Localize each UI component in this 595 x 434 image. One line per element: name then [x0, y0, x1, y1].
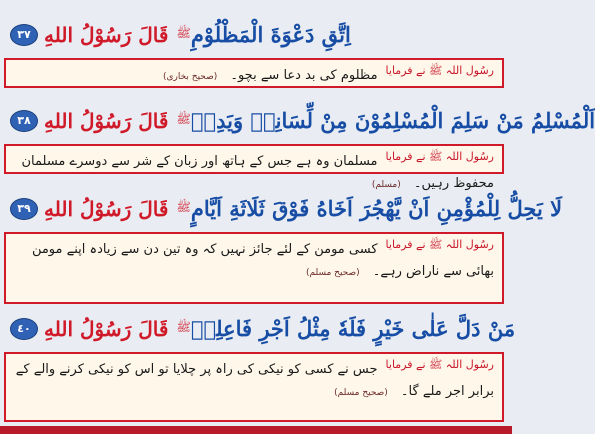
urdu-translation: مسلمان وہ ہے جس کے ہاتھ اور زبان کے شر سے دوسرے مسلمان محفوظ رہیں۔	[21, 154, 494, 191]
urdu-translation: مظلوم کی بد دعا سے بچو۔	[230, 68, 378, 83]
hadith-source: (صحیح مسلم)	[305, 268, 360, 278]
urdu-lead-label: رسُول اللہ ﷺ نے فرمایا	[385, 238, 494, 251]
hadith-source: (صحیح مسلم)	[334, 388, 388, 398]
hadith-arabic-row	[4, 108, 595, 133]
hadith-arabic-text: مَنْ دَلَّ عَلٰى خَيْرٍ فَلَهٗ مِثْلُ اَجْرِ فَاعِلِهٖ	[190, 316, 516, 341]
urdu-lead-label: رسُول اللہ ﷺ نے فرمایا	[385, 150, 494, 163]
qala-rasool-label: قَالَ رَسُوْلُ اللهِ	[44, 196, 169, 221]
urdu-lead-label: رسُول اللہ ﷺ نے فرمایا	[385, 358, 494, 371]
qala-rasool-label: قَالَ رَسُوْلُ اللهِ	[44, 316, 169, 341]
urdu-lead-label: رسُول اللہ ﷺ نے فرمایا	[385, 64, 494, 77]
hadith-translation-box	[4, 144, 504, 191]
urdu-translation: جس نے کسی کو نیکی کی راہ پر چلایا تو اس کو نیکی کرنے والے کے برابر اجر ملے گا۔	[15, 362, 494, 399]
salutation-mark: ﷺ	[176, 320, 191, 334]
hadith-source: (مسلم)	[371, 180, 401, 190]
hadith-number-badge: ٣٨	[10, 110, 38, 132]
salutation-mark: ﷺ	[176, 26, 191, 40]
hadith-arabic-row	[4, 196, 563, 221]
qala-rasool-label: قَالَ رَسُوْلُ اللهِ	[44, 22, 169, 47]
hadith-source: (صحیح بخاری)	[162, 72, 218, 82]
hadith-arabic-row	[4, 316, 516, 341]
urdu-translation: کسی مومن کے لئے جائز نہیں کہ وہ تین دن سے زیادہ اپنے مومن بھائی سے ناراض رہے۔	[31, 242, 494, 279]
salutation-mark: ﷺ	[176, 112, 191, 126]
salutation-mark: ﷺ	[176, 200, 191, 214]
hadith-arabic-text: اَلْمُسْلِمُ مَنْ سَلِمَ الْمُسْلِمُوْنَ مِنْ لِّسَانِهٖ وَيَدِهٖ	[190, 108, 595, 133]
hadith-arabic-row	[4, 22, 508, 47]
hadith-number-badge: ٤٠	[10, 318, 38, 340]
qala-rasool-label: قَالَ رَسُوْلُ اللهِ	[44, 108, 169, 133]
hadith-translation-box	[4, 58, 504, 88]
bottom-border-band	[0, 426, 512, 434]
hadith-arabic-text: اِتَّقِ دَعْوَةَ الْمَظْلُوْمِ	[190, 22, 351, 47]
hadith-number-badge: ٣٧	[10, 24, 38, 46]
hadith-arabic-text: لَا يَحِلُّ لِلْمُؤْمِنِ اَنْ يَّهْجُرَ اَخَاهُ فَوْقَ ثَلَاثَةِ اَيَّامٍ	[190, 196, 563, 221]
hadith-number-badge: ٣٩	[10, 198, 38, 220]
hadith-translation-box	[4, 232, 504, 304]
hadith-translation-box	[4, 352, 504, 422]
